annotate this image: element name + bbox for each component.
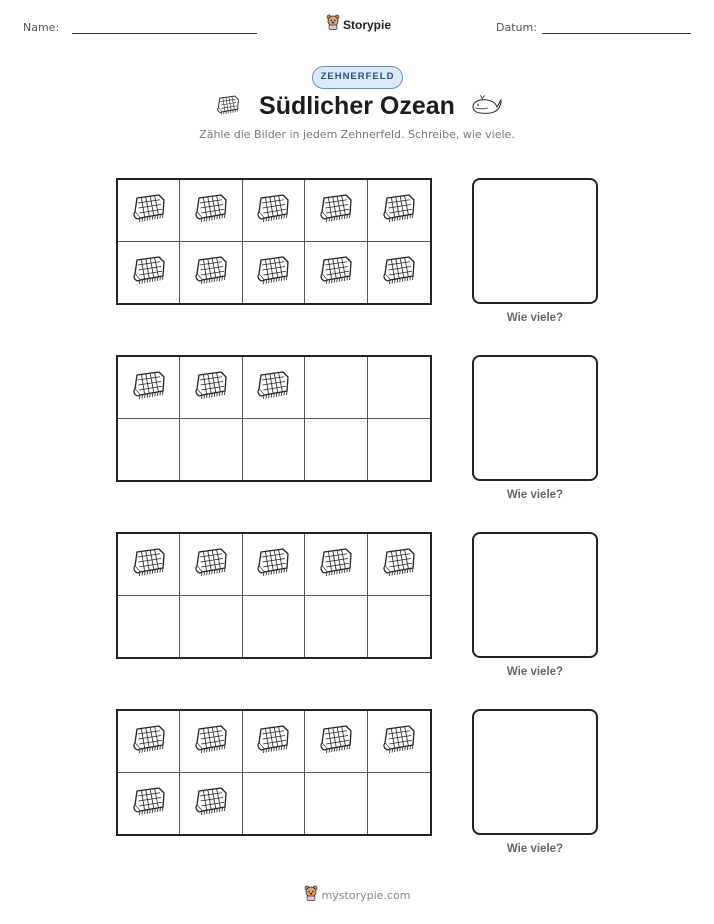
blanket-icon [253,254,293,291]
blanket-icon [191,369,231,406]
ten-frame-cell [118,180,180,242]
blanket-icon [129,369,169,406]
ten-frame-cell [305,773,367,835]
blanket-icon [253,369,293,406]
blanket-icon [129,723,169,760]
ten-frame-cell [180,596,242,658]
ten-frame-cell [180,534,242,596]
ten-frame-cell [118,357,180,419]
ten-frame-cell [118,773,180,835]
footer-url: mystorypie.com [321,889,411,902]
blanket-icon [379,192,419,229]
blanket-icon [316,546,356,583]
brand-name: Storypie [343,17,392,32]
blanket-icon [129,192,169,229]
blanket-icon [379,723,419,760]
name-label: Name: [23,21,60,34]
ten-frame [116,355,432,482]
worksheet-type-badge: ZEHNERFELD [312,66,403,89]
bear-mascot-icon [304,885,318,906]
ten-frame-cell [243,534,305,596]
name-field[interactable] [72,33,257,34]
ten-frame-cell [368,180,430,242]
ten-frame-cell [180,773,242,835]
ten-frame-cell [368,773,430,835]
ten-frame [116,709,432,836]
ten-frame-cell [180,242,242,304]
ten-frame [116,532,432,659]
blanket-icon [316,192,356,229]
blanket-icon [253,192,293,229]
ten-frame-cell [243,773,305,835]
answer-box[interactable] [472,355,598,481]
ten-frame-cell [118,419,180,481]
date-field[interactable] [542,33,691,34]
title-row [0,92,714,126]
ten-frame-cell [305,534,367,596]
ten-frame-cell [180,180,242,242]
answer-box[interactable] [472,532,598,658]
blanket-icon [129,785,169,822]
ten-frame [116,178,432,305]
whale-icon [470,95,502,122]
ten-frame-cell [243,357,305,419]
instructions: Zähle die Bilder in jedem Zehnerfeld. Schreibe, wie viele. [199,128,515,141]
blanket-icon [191,546,231,583]
bear-mascot-icon [326,14,340,35]
blanket-icon [191,785,231,822]
ten-frame-cell [368,596,430,658]
blanket-icon [253,723,293,760]
ten-frame-cell [368,419,430,481]
ten-frame-cell [180,711,242,773]
blanket-icon [191,254,231,291]
ten-frame-cell [305,711,367,773]
ten-frame-cell [118,596,180,658]
ten-frame-cell [243,419,305,481]
answer-label: Wie viele? [506,312,564,324]
ten-frame-cell [305,596,367,658]
answer-label: Wie viele? [506,666,564,678]
ten-frame-cell [305,180,367,242]
blanket-icon [316,723,356,760]
ten-frame-cell [243,596,305,658]
blanket-icon [191,723,231,760]
footer [0,885,714,906]
blanket-icon [316,254,356,291]
ten-frame-cell [118,242,180,304]
answer-label: Wie viele? [506,843,564,855]
ten-frame-cell [243,242,305,304]
blanket-icon [253,546,293,583]
ten-frame-cell [368,357,430,419]
blanket-icon [129,254,169,291]
ten-frame-cell [305,357,367,419]
brand-logo [326,14,391,35]
blanket-icon [379,546,419,583]
ten-frame-cell [368,711,430,773]
worksheet-header [0,12,714,42]
ten-frame-cell [368,534,430,596]
blanket-icon [379,254,419,291]
ten-frame-cell [180,357,242,419]
ten-frame-cell [118,711,180,773]
ten-frame-cell [305,242,367,304]
page-title: Südlicher Ozean [259,92,455,120]
ten-frame-cell [243,180,305,242]
ten-frame-cell [305,419,367,481]
ten-frame-cell [368,242,430,304]
answer-label: Wie viele? [506,489,564,501]
blanket-icon [191,192,231,229]
ten-frame-cell [118,534,180,596]
ten-frame-cell [180,419,242,481]
ten-frame-cell [243,711,305,773]
answer-box[interactable] [472,709,598,835]
date-label: Datum: [496,21,537,34]
answer-box[interactable] [472,178,598,304]
blanket-icon [129,546,169,583]
